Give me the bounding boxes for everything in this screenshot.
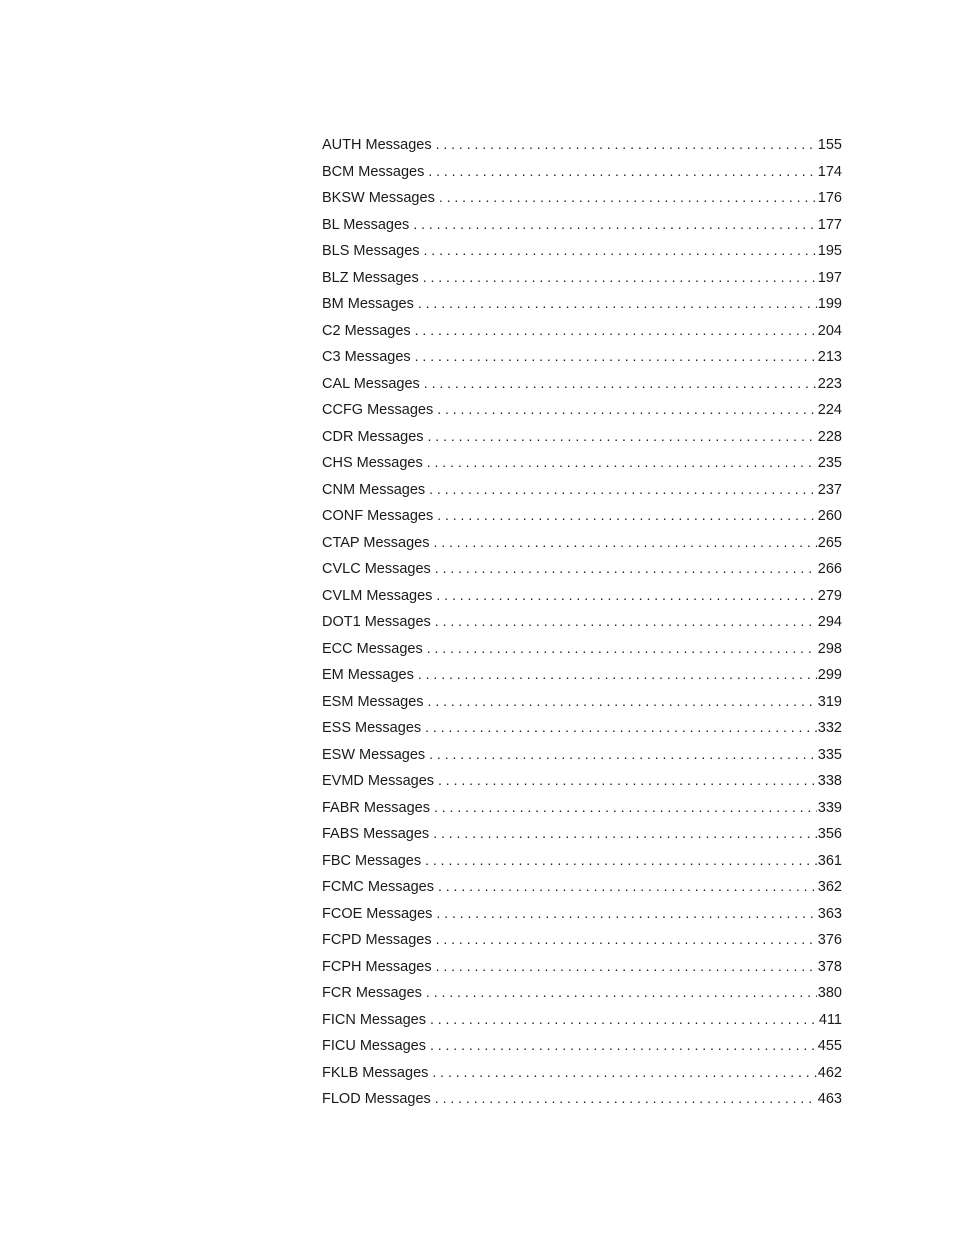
toc-dot-leader xyxy=(429,741,817,768)
toc-entry[interactable] xyxy=(322,131,842,158)
toc-entry-title: CNM Messages xyxy=(322,481,426,498)
toc-entry-page-number: 228 xyxy=(817,428,842,445)
toc-dot-leader xyxy=(425,714,817,741)
toc-dot-leader xyxy=(428,158,816,185)
toc-entry-title: CHS Messages xyxy=(322,455,423,471)
toc-dot-leader xyxy=(434,794,817,821)
toc-dot-leader xyxy=(424,237,817,264)
toc-entry-title: FABR Messages xyxy=(322,799,430,816)
toc-dot-leader xyxy=(439,184,817,211)
toc-entry-page-number: 155 xyxy=(817,137,842,153)
toc-entry-page-number: 237 xyxy=(817,481,842,498)
toc-entry[interactable] xyxy=(322,608,842,635)
toc-entry-page-number: 298 xyxy=(817,640,842,657)
toc-entry-title: BLS Messages xyxy=(322,243,420,259)
toc-dot-leader xyxy=(432,1059,816,1086)
toc-entry-page-number: 204 xyxy=(817,322,842,339)
toc-dot-leader xyxy=(418,290,817,317)
toc-dot-leader xyxy=(437,396,817,423)
toc-entry-title: AUTH Messages xyxy=(322,137,432,153)
toc-entry[interactable] xyxy=(322,873,842,900)
table-of-contents xyxy=(322,131,842,1112)
toc-entry-page-number: 380 xyxy=(817,985,842,1001)
toc-entry-title: FCOE Messages xyxy=(322,905,433,922)
toc-entry-title: FCPH Messages xyxy=(322,958,432,975)
toc-entry[interactable] xyxy=(322,529,842,556)
toc-entry-page-number: 176 xyxy=(817,190,842,206)
toc-entry-title: EM Messages xyxy=(322,667,414,683)
toc-entry[interactable] xyxy=(322,555,842,582)
toc-entry[interactable] xyxy=(322,582,842,609)
toc-entry[interactable] xyxy=(322,714,842,741)
toc-entry[interactable] xyxy=(322,343,842,370)
toc-entry-title: FBC Messages xyxy=(322,852,422,869)
toc-entry-page-number: 463 xyxy=(817,1091,842,1107)
toc-dot-leader xyxy=(426,979,817,1006)
toc-entry-title: ESM Messages xyxy=(322,693,424,710)
toc-entry-title: CTAP Messages xyxy=(322,534,430,551)
toc-entry-page-number: 462 xyxy=(817,1064,842,1081)
toc-dot-leader xyxy=(418,661,817,688)
toc-entry-title: BM Messages xyxy=(322,296,414,312)
toc-entry[interactable] xyxy=(322,1032,842,1059)
toc-entry-page-number: 260 xyxy=(817,508,842,524)
toc-entry[interactable] xyxy=(322,476,842,503)
toc-entry-page-number: 174 xyxy=(817,163,842,180)
toc-entry[interactable] xyxy=(322,423,842,450)
toc-entry-title: FCPD Messages xyxy=(322,932,432,948)
toc-entry-page-number: 356 xyxy=(817,826,842,842)
toc-entry[interactable] xyxy=(322,1085,842,1112)
toc-entry[interactable] xyxy=(322,661,842,688)
toc-entry-title: CONF Messages xyxy=(322,508,434,524)
toc-entry[interactable] xyxy=(322,449,842,476)
toc-entry-title: DOT1 Messages xyxy=(322,614,431,630)
toc-entry-title: CVLC Messages xyxy=(322,561,431,577)
toc-entry-page-number: 361 xyxy=(817,852,842,869)
toc-entry[interactable] xyxy=(322,237,842,264)
toc-entry[interactable] xyxy=(322,953,842,980)
toc-entry[interactable] xyxy=(322,794,842,821)
toc-entry-page-number: 363 xyxy=(817,905,842,922)
toc-entry-page-number: 338 xyxy=(817,773,842,789)
toc-entry-title: C3 Messages xyxy=(322,349,411,365)
toc-entry-page-number: 455 xyxy=(817,1038,842,1054)
toc-entry[interactable] xyxy=(322,502,842,529)
toc-entry-page-number: 266 xyxy=(817,561,842,577)
toc-entry-page-number: 339 xyxy=(817,799,842,816)
toc-dot-leader xyxy=(428,688,817,715)
toc-entry[interactable] xyxy=(322,635,842,662)
toc-dot-leader xyxy=(435,1085,817,1112)
toc-entry[interactable] xyxy=(322,688,842,715)
toc-dot-leader xyxy=(413,211,816,238)
toc-entry[interactable] xyxy=(322,370,842,397)
toc-entry[interactable] xyxy=(322,926,842,953)
toc-entry-page-number: 223 xyxy=(817,375,842,392)
toc-entry[interactable] xyxy=(322,820,842,847)
toc-entry-title: BL Messages xyxy=(322,216,410,233)
toc-dot-leader xyxy=(424,370,817,397)
toc-entry-page-number: 299 xyxy=(817,667,842,683)
toc-entry[interactable] xyxy=(322,290,842,317)
toc-entry-title: CAL Messages xyxy=(322,375,420,392)
toc-dot-leader xyxy=(433,820,817,847)
toc-entry-page-number: 335 xyxy=(817,746,842,763)
toc-entry[interactable] xyxy=(322,847,842,874)
toc-dot-leader xyxy=(423,264,817,291)
toc-entry[interactable] xyxy=(322,184,842,211)
toc-entry-title: BCM Messages xyxy=(322,163,425,180)
toc-entry-title: FABS Messages xyxy=(322,826,430,842)
toc-entry-page-number: 235 xyxy=(817,455,842,471)
toc-entry-title: FCR Messages xyxy=(322,985,422,1001)
toc-entry-title: CDR Messages xyxy=(322,428,424,445)
toc-entry-title: ESW Messages xyxy=(322,746,426,763)
toc-dot-leader xyxy=(430,1006,818,1033)
toc-dot-leader xyxy=(438,767,817,794)
toc-entry-title: BLZ Messages xyxy=(322,269,419,286)
toc-entry-title: CCFG Messages xyxy=(322,402,434,418)
toc-dot-leader xyxy=(437,502,817,529)
toc-entry-page-number: 224 xyxy=(817,402,842,418)
toc-entry[interactable] xyxy=(322,211,842,238)
toc-entry[interactable] xyxy=(322,979,842,1006)
toc-dot-leader xyxy=(415,317,817,344)
toc-entry-page-number: 197 xyxy=(817,269,842,286)
toc-entry-page-number: 195 xyxy=(817,243,842,259)
toc-entry-page-number: 319 xyxy=(817,693,842,710)
toc-dot-leader xyxy=(415,343,817,370)
toc-entry[interactable] xyxy=(322,264,842,291)
toc-entry-title: ECC Messages xyxy=(322,640,423,657)
toc-entry-title: FCMC Messages xyxy=(322,879,434,895)
toc-entry-title: ESS Messages xyxy=(322,720,422,736)
toc-entry-page-number: 411 xyxy=(818,1011,842,1028)
toc-entry-title: FICU Messages xyxy=(322,1038,426,1054)
toc-entry-page-number: 213 xyxy=(817,349,842,365)
toc-entry-page-number: 177 xyxy=(817,216,842,233)
toc-entry[interactable] xyxy=(322,158,842,185)
toc-entry-title: FICN Messages xyxy=(322,1011,426,1028)
toc-dot-leader xyxy=(436,926,817,953)
toc-entry-page-number: 376 xyxy=(817,932,842,948)
toc-dot-leader xyxy=(430,1032,817,1059)
toc-dot-leader xyxy=(438,873,817,900)
toc-entry[interactable] xyxy=(322,317,842,344)
toc-entry[interactable] xyxy=(322,900,842,927)
toc-entry[interactable] xyxy=(322,1006,842,1033)
toc-dot-leader xyxy=(436,900,816,927)
toc-entry-title: CVLM Messages xyxy=(322,587,433,604)
toc-dot-leader xyxy=(436,131,817,158)
toc-dot-leader xyxy=(429,476,817,503)
toc-dot-leader xyxy=(425,847,817,874)
toc-dot-leader xyxy=(436,953,817,980)
toc-entry[interactable] xyxy=(322,1059,842,1086)
toc-entry-page-number: 279 xyxy=(817,587,842,604)
toc-dot-leader xyxy=(435,555,817,582)
toc-entry[interactable] xyxy=(322,767,842,794)
toc-dot-leader xyxy=(435,608,817,635)
toc-entry-page-number: 362 xyxy=(817,879,842,895)
toc-entry-page-number: 199 xyxy=(817,296,842,312)
toc-entry-page-number: 378 xyxy=(817,958,842,975)
toc-entry-title: C2 Messages xyxy=(322,322,411,339)
toc-dot-leader xyxy=(433,529,816,556)
toc-entry-page-number: 265 xyxy=(817,534,842,551)
toc-dot-leader xyxy=(428,423,817,450)
toc-dot-leader xyxy=(427,635,817,662)
toc-entry-page-number: 332 xyxy=(817,720,842,736)
toc-dot-leader xyxy=(427,449,817,476)
toc-dot-leader xyxy=(436,582,816,609)
toc-entry-title: FLOD Messages xyxy=(322,1091,431,1107)
toc-entry-title: EVMD Messages xyxy=(322,773,435,789)
toc-entry[interactable] xyxy=(322,396,842,423)
toc-entry-title: BKSW Messages xyxy=(322,190,435,206)
toc-entry-page-number: 294 xyxy=(817,614,842,630)
toc-entry-title: FKLB Messages xyxy=(322,1064,429,1081)
toc-entry[interactable] xyxy=(322,741,842,768)
